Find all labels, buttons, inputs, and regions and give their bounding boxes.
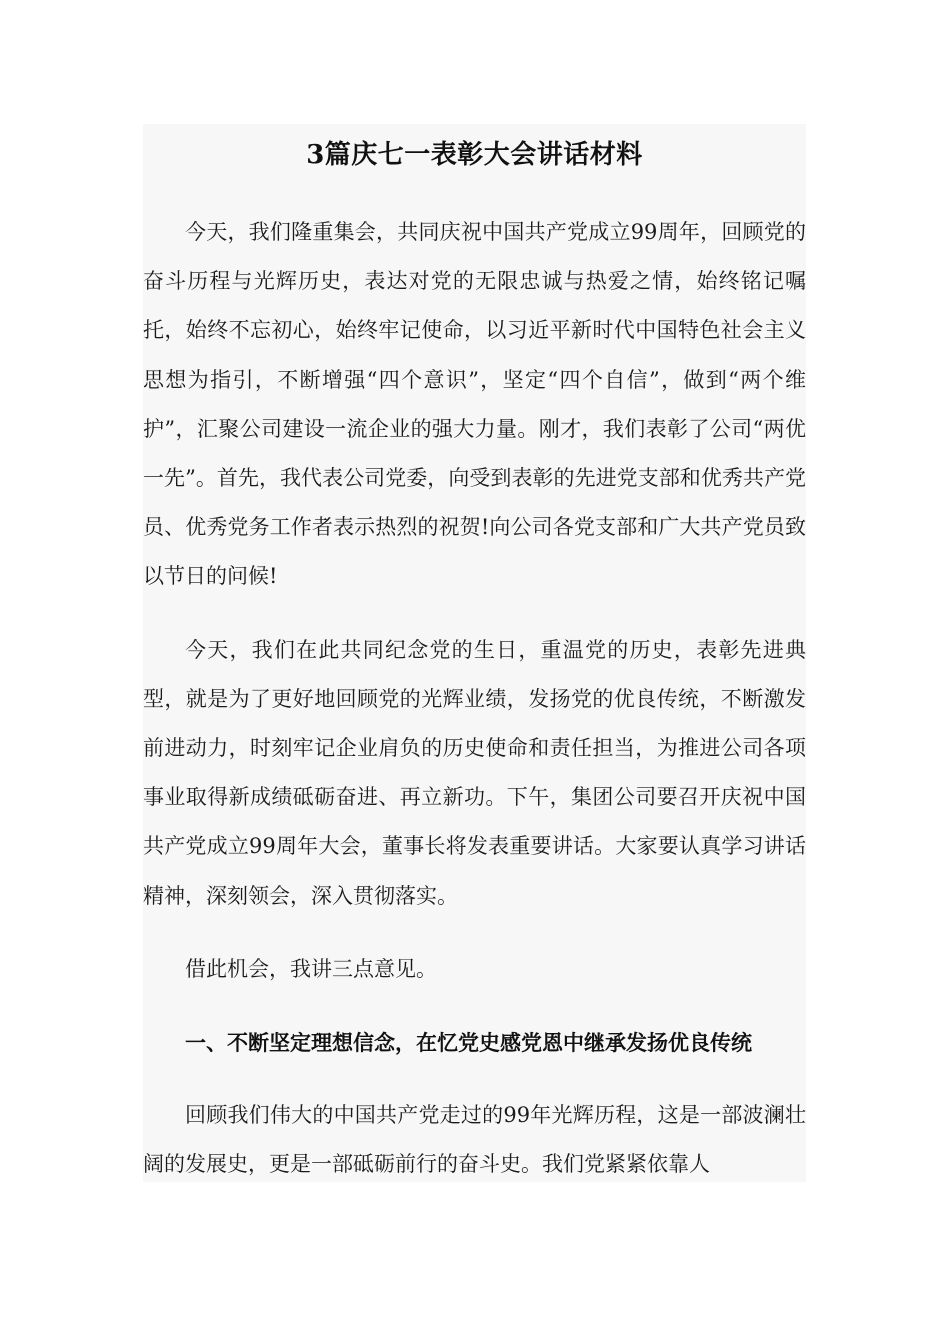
document-body — [143, 208, 806, 1182]
paragraph-commemoration: 今天，我们在此共同纪念党的生日，重温党的历史，表彰先进典型，就是为了更好地回顾党的光辉业绩，发扬党的优良传统，不断激发前进动力，时刻牢记企业肩负的历史使命和责任担当，为推进公司各项事业取得新成绩砥砺奋进、再立新功。下午，集团公司要召开庆祝中国共产党成立99周年大会，董事长将发表重要讲话。大家要认真学习讲话精神，深刻领会，深入贯彻落实。 — [143, 637, 806, 908]
paragraph-opening: 今天，我们隆重集会，共同庆祝中国共产党成立99周年，回顾党的奋斗历程与光辉历史，表达对党的无限忠诚与热爱之情，始终铭记嘱托，始终不忘初心，始终牢记使命，以习近平新时代中国特色社会主义思想为指引，不断增强“四个意识”，坚定“四个自信”，做到“两个维护”，汇聚公司建设一流企业的强大力量。刚才，我们表彰了公司“两优一先”。首先，我代表公司党委，向受到表彰的先进党支部和优秀共产党员、优秀党务工作者表示热烈的祝贺!向公司各党支部和广大共产党员致以节日的问候! — [143, 220, 806, 589]
paragraph-three-points: 借此机会，我讲三点意见。 — [185, 956, 437, 981]
document-page — [143, 124, 806, 1182]
document-title: 3篇庆七一表彰大会讲话材料 — [306, 140, 643, 170]
section-heading-one: 一、不断坚定理想信念，在忆党史感党恩中继承发扬优良传统 — [185, 1030, 752, 1056]
paragraph-section-one: 回顾我们伟大的中国共产党走过的99年光辉历程，这是一部波澜壮阔的发展史，更是一部砥砺前行的奋斗史。我们党紧紧依靠人 — [143, 1103, 806, 1177]
